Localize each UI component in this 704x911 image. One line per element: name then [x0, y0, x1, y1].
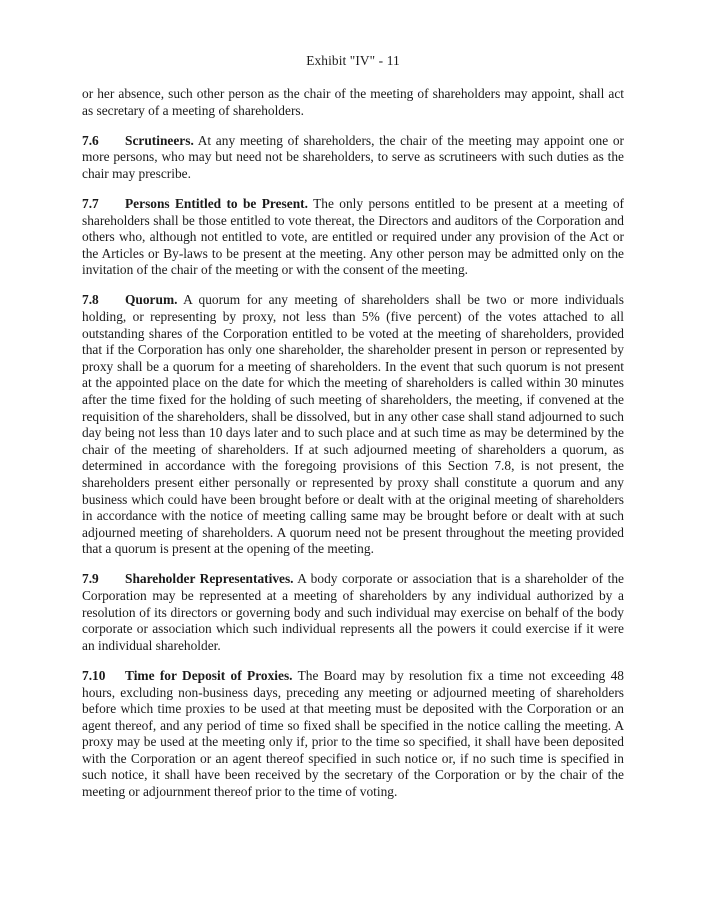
section-heading: Scrutineers.: [125, 132, 194, 148]
section-body: A quorum for any meeting of shareholders shall be two or more individuals holding, or representing by proxy, not less than 5% (five percent) of the votes attached to all outstanding shares of the Corporation entitled to be voted at the meeting of shareholders, provided that if the Corporation has only one shareholder, the shareholder present in person or represented by proxy shall be a quorum for a meeting of shareholders. In the event that such quorum is not present at the appointed place on the date for which the meeting of shareholders is called within 30 minutes after the time fixed for the holding of such meeting of shareholders, the meeting, if convened at the requisition of the shareholders, shall be dissolved, but in any other case shall stand adjourned to such day being not less than 10 days later and to such place and at such time as may be determined by the chair of the meeting of shareholders. If at such adjourned meeting of shareholders a quorum, as determined in accordance with the foregoing provisions of this Section 7.8, is not present, the shareholders present either personally or represented by proxy shall constitute a quorum and any business which could have been brought before or dealt with at the original meeting of shareholders in accordance with the notice of meeting calling same may be brought before or dealt with at such adjourned meeting of shareholders. A quorum need not be present throughout the meeting provided that a quorum is present at the opening of the meeting.: [82, 292, 624, 557]
section-heading: Persons Entitled to be Present.: [125, 195, 308, 211]
section-7-6: [82, 133, 624, 183]
section-number: 7.6: [82, 132, 99, 148]
section-body: At any meeting of shareholders, the chair of the meeting may appoint one or more persons, who may but need not be shareholders, to serve as scrutineers with such duties as the chair may prescribe.: [82, 132, 624, 181]
page-header: Exhibit "IV" - 11: [306, 53, 400, 68]
section-body: A body corporate or association that is a shareholder of the Corporation may be represented at a meeting of shareholders by any individual authorized by a resolution of its directors or governing body and such individual may exercise on behalf of the body corporate or association which such individual represents all the powers it could exercise if it were an individual shareholder.: [82, 571, 624, 653]
section-number: 7.7: [82, 195, 99, 211]
section-heading: Quorum.: [125, 292, 178, 308]
section-heading: Shareholder Representatives.: [125, 571, 294, 587]
intro-paragraph: or her absence, such other person as the chair of the meeting of shareholders may appoint, shall act as secretary of a meeting of shareholders.: [82, 86, 624, 118]
section-7-8: [82, 292, 624, 558]
section-body: The only persons entitled to be present at a meeting of shareholders shall be those entitled to vote thereat, the Directors and auditors of the Corporation and others who, although not entitled to vote, are entitled or required under any provision of the Act or the Articles or By-laws to be present at the meeting. Any other person may be admitted only on the invitation of the chair of the meeting or with the consent of the meeting.: [82, 195, 624, 278]
section-body: The Board may by resolution fix a time not exceeding 48 hours, excluding non-business days, preceding any meeting or adjourned meeting of shareholders before which time proxies to be used at that meeting must be deposited with the Corporation or an agent thereof, and any period of time so fixed shall be specified in the notice calling the meeting. A proxy may be used at the meeting only if, prior to the time so specified, it shall have been deposited with the Corporation or an agent thereof specified in such notice or, if no such time is specified in such notice, it shall have been received by the secretary of the Corporation or by the chair of the meeting or adjournment thereof prior to the time of voting.: [82, 667, 624, 800]
section-7-7: [82, 196, 624, 279]
document-page: [82, 53, 624, 814]
section-number: 7.9: [82, 571, 99, 587]
section-number: 7.8: [82, 292, 99, 308]
section-heading: Time for Deposit of Proxies.: [125, 667, 293, 683]
section-7-10: [82, 668, 624, 801]
section-7-9: [82, 571, 624, 654]
section-number: 7.10: [82, 667, 106, 683]
